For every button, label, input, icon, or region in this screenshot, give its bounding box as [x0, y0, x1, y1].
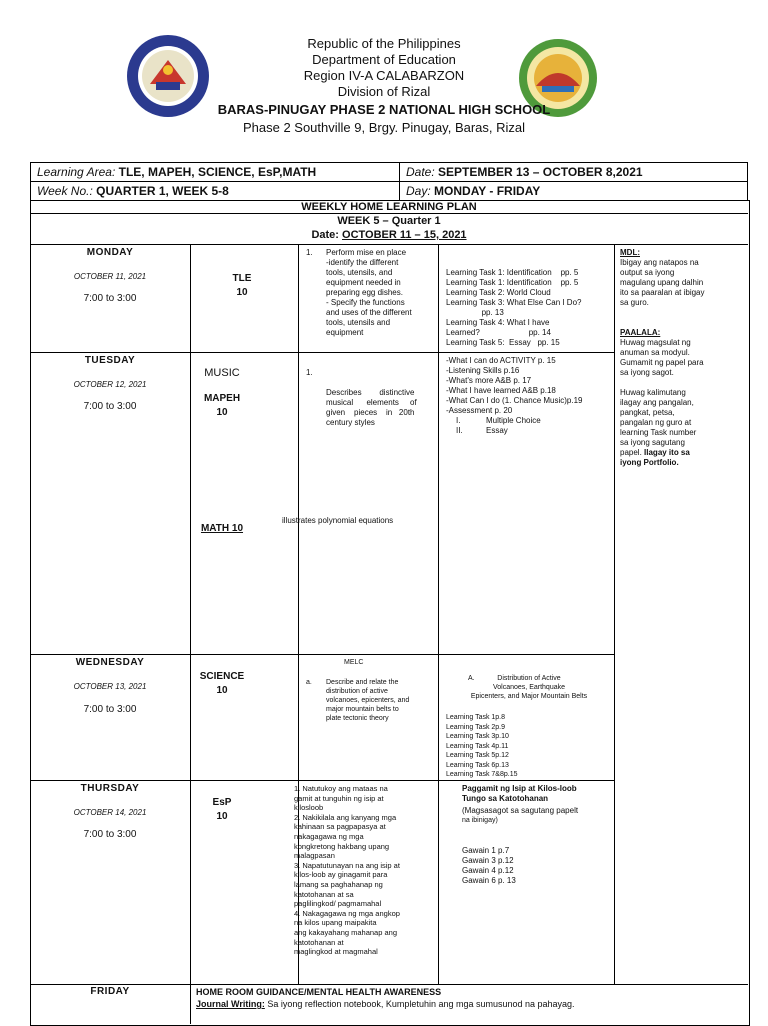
monday-competency-number: 1. — [306, 248, 313, 257]
info-table — [30, 162, 748, 201]
header-line-4: Division of Rizal — [337, 84, 431, 99]
school-address: Phase 2 Southville 9, Brgy. Pinugay, Baras, Rizal — [242, 120, 526, 135]
tuesday-day: TUESDAY — [84, 355, 136, 366]
friday-day: FRIDAY — [90, 986, 130, 997]
friday-line1: HOME ROOM GUIDANCE/MENTAL HEALTH AWARENESS — [196, 987, 442, 997]
tuesday-subject: MAPEH — [203, 393, 241, 404]
wednesday-date: OCTOBER 13, 2021 — [73, 682, 147, 691]
monday-competency: Perform mise en place -identify the different tools, utensils, and equipment needed in preparing egg dishes. - Specify the functions and uses of the different tools, utensils and equipment — [326, 248, 412, 337]
tuesday-competency: Describes distinctive musical elements of given pieces in 20th century styles — [326, 388, 417, 427]
thursday-day: THURSDAY — [80, 783, 140, 794]
learning-area-cell: Learning Area: TLE, MAPEH, SCIENCE, EsP,MATH — [31, 163, 400, 182]
wednesday-melc: MELC — [344, 659, 364, 666]
math-subject: MATH 10 — [200, 523, 244, 534]
thursday-tasks: Gawain 1 p.7 Gawain 3 p.12 Gawain 4 p.12 Gawain 6 p. 13 — [462, 846, 516, 885]
monday-date: OCTOBER 11, 2021 — [73, 272, 147, 281]
thursday-grade: 10 — [216, 811, 228, 822]
wednesday-day: WEDNESDAY — [75, 657, 145, 668]
wednesday-subject: SCIENCE — [199, 671, 245, 682]
wednesday-competency-number: a. — [306, 679, 312, 686]
wednesday-competency: Describe and relate the distribution of active volcanoes, epicenters, and major mountain belts to plate tectonic theory — [326, 679, 410, 722]
thursday-date: OCTOBER 14, 2021 — [73, 808, 147, 817]
header-line-1: Republic of the Philippines — [307, 36, 461, 51]
friday-journal: Journal Writing: Sa iyong reflection notebook, Kumpletuhin ang mga sumusunod na pahayag. — [196, 999, 575, 1009]
thursday-task-title: Paggamit ng Isip at Kilos-loob Tungo sa Katotohanan — [462, 784, 577, 803]
tuesday-competency-number: 1. — [306, 368, 313, 377]
thursday-time: 7:00 to 3:00 — [83, 829, 137, 840]
wednesday-tasks: Learning Task 1p.8 Learning Task 2p.9 Learning Task 3p.10 Learning Task 4p.11 Learning Task 5p.12 Learning Task 6p.13 Learning Task 7&8p.15 — [446, 714, 518, 778]
thursday-competency: 1. Natutukoy ang mataas na gamit at tunguhin ng isip at kilosloob 2. Nakikilala ang kanyang mga kahinaan sa pagpapasya at nakagagawa ng mga kongkretong hakbang upang malagpasan 3. Napatutunayan na ang isip at kilos-loob ay ginagamit para lamang sa paghahanap ng katotohanan at sa paglilingkod/ pagmamahal 4. Nakagagawa ng mga angkop na kilos upang maipakita ang kakayahang mahanap ang katotohanan at maglingkod at magmahal — [294, 784, 400, 957]
monday-time: 7:00 to 3:00 — [83, 293, 137, 304]
plan-week: WEEK 5 – Quarter 1 — [337, 215, 441, 227]
thursday-subject: EsP — [212, 797, 232, 808]
day-cell: Day: MONDAY - FRIDAY — [400, 182, 748, 201]
tuesday-subject-music: MUSIC — [204, 367, 240, 379]
header-line-3: Region IV-A CALABARZON — [303, 68, 465, 83]
thursday-task-note: (Magsasagot sa sagutang papelt na ibinigay) — [462, 806, 579, 824]
remarks: MDL: Ibigay ang natapos na output sa iyong magulang upang dalhin ito sa paaralan at ibigay sa guro. PAALALA: Huwag magsulat ng anuman sa modyul. Gumamit ng papel para sa iyong sagot. Huwag kalimutang ilagay ang pangalan, pangkat, petsa, pangalan ng guro at learning Task number sa iyong sagutang papel. Ilagay ito sa iyong Portfolio. — [620, 248, 705, 467]
week-cell: Week No.: QUARTER 1, WEEK 5-8 — [31, 182, 400, 201]
monday-subject: TLE — [232, 273, 252, 284]
plan-date: Date: OCTOBER 11 – 15, 2021 — [311, 229, 467, 241]
wednesday-topic: Distribution of Active Volcanoes, Earthquake Epicenters, and Major Mountain Belts — [470, 675, 588, 700]
tuesday-grade: 10 — [216, 407, 228, 418]
monday-day: MONDAY — [86, 247, 134, 258]
tuesday-tasks: -What I can do ACTIVITY p. 15 -Listening Skills p.16 -What's more A&B p. 17 -What I have learned A&B p.18 -What Can I do (1. Chance Music)p.19 -Assessment p. 20 I. Multiple Choice II. Essay — [446, 356, 583, 435]
monday-tasks: Learning Task 1: Identification pp. 5 Learning Task 1: Identification pp. 5 Learning Task 2: World Cloud Learning Task 3: What Else Can I Do? pp. 13 Learning Task 4: What I have Learned? pp. 14 Learning Task 5: Essay pp. 15 — [446, 268, 582, 347]
wednesday-grade: 10 — [216, 685, 228, 696]
plan-title: WEEKLY HOME LEARNING PLAN — [301, 201, 477, 213]
header-line-2: Department of Education — [312, 52, 456, 67]
school-name: BARAS-PINUGAY PHASE 2 NATIONAL HIGH SCHOOL — [217, 102, 551, 117]
wednesday-time: 7:00 to 3:00 — [83, 704, 137, 715]
wednesday-topic-number: A. — [468, 675, 475, 682]
monday-grade: 10 — [236, 287, 248, 298]
tuesday-time: 7:00 to 3:00 — [83, 401, 137, 412]
date-cell: Date: SEPTEMBER 13 – OCTOBER 8,2021 — [400, 163, 748, 182]
tuesday-date: OCTOBER 12, 2021 — [73, 380, 147, 389]
math-competency: illustrates polynomial equations — [282, 516, 394, 525]
